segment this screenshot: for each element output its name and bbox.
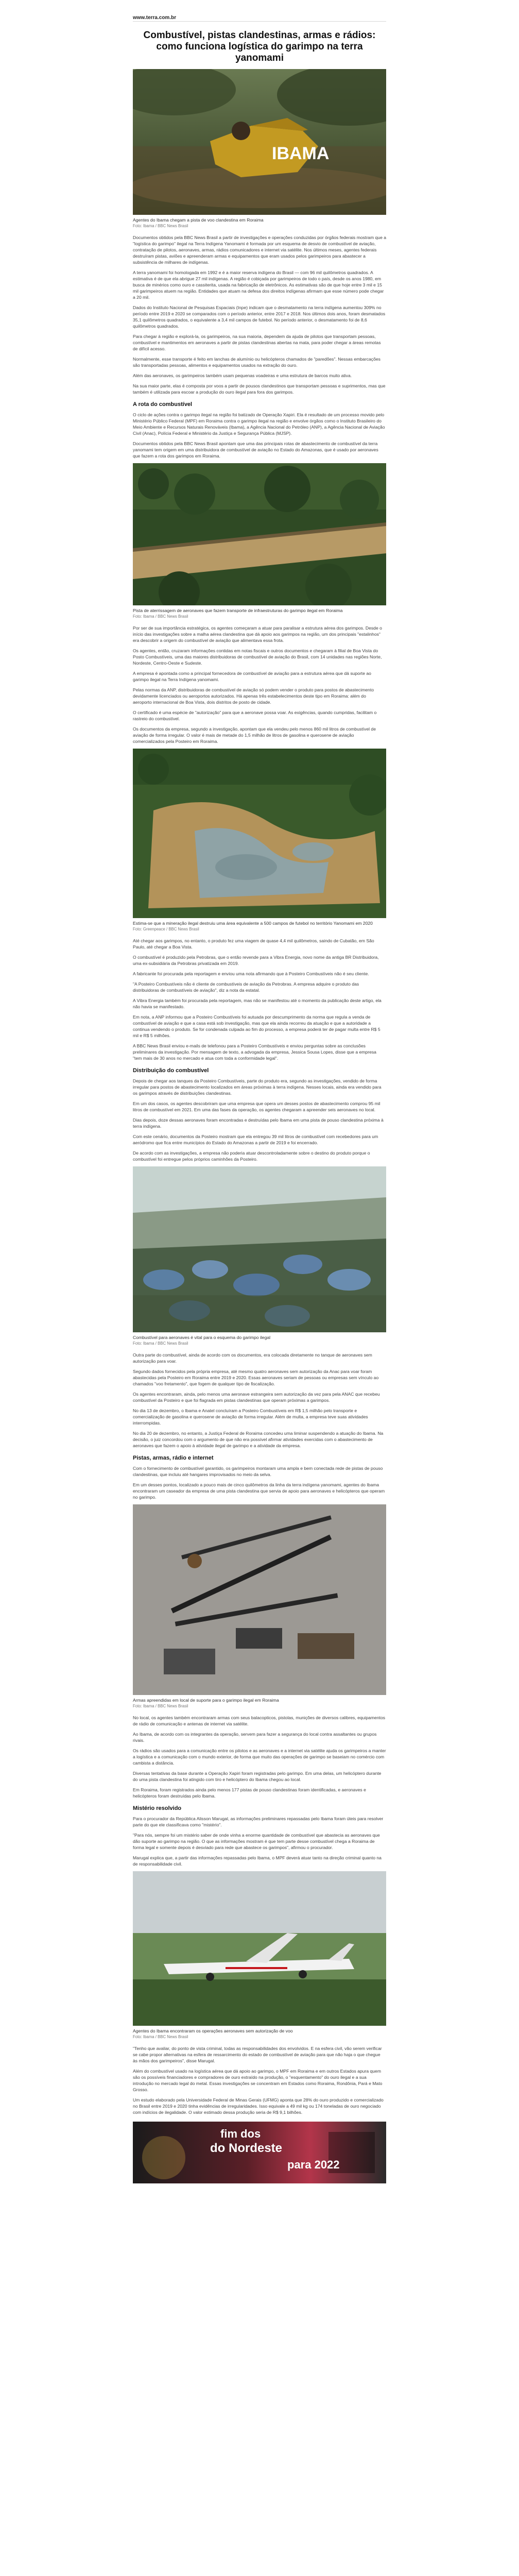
paragraph: Documentos obtidos pela BBC News Brasil a partir de investigações e operações conduzidas por órgãos federais mostram que a "logística do garimpo" ilegal na Terra Indígena Yanomami é formada por um esquema de desvio de combustível de aviação, contratação de pilotos, aeronaves, armas, rádios comunicadores e internet via satélite. Nos últimos meses, agentes federais destruíram pistas, aviões e apreenderam armas e equipamentos que eram usados pelos garimpeiros para abastecer a subsistência de milhares de indígenas. <box>133 235 387 265</box>
ad-banner[interactable] <box>133 2122 386 2183</box>
paragraph: No dia 20 de dezembro, no entanto, a Justiça Federal de Roraima concedeu uma liminar suspendendo a atuação do Ibama. Na decisão, o juiz concordou com o argumento de que não era possível afirmar atividades exercidas com o abastecimento de aeronaves que fazem o apoio à atividade ilegal de garimpo e a atividade da empresa. <box>133 1431 384 1448</box>
paragraph: Diversas tentativas da base durante a Operação Xapiri foram registradas pelo garimpo. Em uma delas, um helicóptero durante do uma pista clandestina foi atingido com tiro e helicóptero do Ibama chegou ao local. <box>133 1771 382 1782</box>
paragraph: De acordo com as investigações, a empresa não poderia atuar descontroladamente sobre o destino do produto porque o combustível foi entregue pelos próprios caminhões da Posteiro. <box>133 1150 370 1162</box>
paragraph: Com o fornecimento de combustível garantido, os garimpeiros montaram uma ampla e bem conectada rede de pistas de pouso clandestinas, que incluiu até hangares improvisados no meio da selva. <box>133 1466 383 1477</box>
paragraph: "A Posteiro Combustíveis não é cliente de combustíveis de aviação da Petrobras. A empresa adquire o produto das distribuidoras de combustíveis de aviação", diz a nota da estatal. <box>133 981 359 993</box>
weapons-photo <box>133 1504 386 1695</box>
paragraph: Até chegar aos garimpos, no entanto, o produto fez uma viagem de quase 4,4 mil quilômetros, saindo de Cubatão, em São Paulo, até chegar a Boa Vista. <box>133 938 374 950</box>
figure6-credit: Foto: Ibama / BBC News Brasil <box>133 2035 188 2039</box>
paragraph: Os rádios são usados para a comunicação entre os pilotos e as aeronaves e a internet via satélite ajuda os garimpeiros a manter a logística e a comunicação com o mundo exterior, de forma que muito das operações de garimpo se baseiam no comércio com cambista a distância. <box>133 1748 386 1766</box>
mid-body-1 <box>133 625 386 744</box>
paragraph: O combustível é produzido pela Petrobras, que o então revende para a Vibra Energia, novo nome da antiga BR Distribuidora, uma ex-subsidiária da Petrobras privatizada em 2019. <box>133 955 379 966</box>
hero-credit: Foto: Ibama / BBC News Brasil <box>133 224 188 228</box>
paragraph: No dia 13 de dezembro, o Ibama e Anatel concluíram a Posteiro Combustíveis em R$ 1,5 milhão pelo transporte e comercialização de gasolina e querosene de aviação de forma irregular. Além de multa, a empresa teve suas atividades interrompidas. <box>133 1408 368 1426</box>
paragraph: A fabricante foi procurada pela reportagem e enviou uma nota afirmando que à Posteiro Combustíveis não é seu cliente. <box>133 971 369 976</box>
masthead <box>133 14 386 22</box>
paragraph: "Tenho que avaliar, do ponto de vista criminal, todas as responsabilidades dos envolvidos. E na esfera civil, vão serem verificar se cabe propor alternativas na esfera de ressarcimento do estado de combustível de aviação para que não haja o que chegue às mãos dos garimpeiros", disse Marugal. <box>133 2046 382 2063</box>
ibama-vest-text: IBAMA <box>272 144 330 163</box>
figure-fuel-drums <box>133 1166 386 1332</box>
paragraph: A BBC News Brasil enviou e-mails de telefonou para a Posteiro Combustíveis e enviou perguntas sobre as conclusões preliminares da investigação. Por mensagem de texto, a advogada da empresa, Jessica Sousa Lopes, disse que a empresa "tem mais de 30 anos no mercado e atua com toda a conformidade legal". <box>133 1043 376 1061</box>
mid-body-3 <box>133 1352 386 1449</box>
paragraph: Para o procurador da República Alisson Marugal, as informações preliminares repassadas pelo Ibama foram úteis para resolver parte do que ele classificava como "mistério". <box>133 1816 384 1827</box>
paragraph: "Para nós, sempre foi um mistério saber de onde vinha a enorme quantidade de combustível que abastecia as aeronaves que dão suporte ao garimpo na região. O que as informações mostram é que tem parte desse combustível chega a Roraima de forma legal e somente depois é desviado para rede que abastece os garimpos", afirmou o procurador. <box>133 1833 380 1850</box>
paragraph: Além das aeronaves, os garimpeiros também usam pequenas voadeiras e uma estrutura de barcos muito ativa. <box>133 373 352 378</box>
paragraph: A empresa é apontada como a principal fornecedora de combustível de aviação para a estrutura aérea que dá suporte ao garimpo ilegal na Terra Indígena yanomami. <box>133 671 371 682</box>
paragraph: Segundo dados fornecidos pela própria empresa, até mesmo quatro aeronaves sem autorização da Anac para voar foram abastecidas pela Posteiro em Roraima entre 2019 e 2020. Essas aeronaves seriam de pessoas ou empresas sem vínculo ao chamados "voo fretamento", que fogem de qualquer tipo de fiscalização. <box>133 1369 379 1386</box>
hero-caption: Agentes do Ibama chegam a pista de voo clandestina em Roraima <box>133 217 264 223</box>
mid-body-2 <box>133 938 386 1061</box>
section-heading-rota: A rota do combustível <box>133 401 193 408</box>
hero-image <box>133 69 386 215</box>
paragraph: A terra yanomami foi homologada em 1992 e é a maior reserva indígena do Brasil — com 96 mil quilômetros quadrados. A estimativa é de que ela abrigue 27 mil indígenas. A região é cobiçada por garimpeiros de todo o país, desde os anos 1980, em busca de minérios como ouro e cassiterita, usada na fabricação de eletrônicos. As estimativas são de que hoje entre 3 mil e 15 mil garimpeiros atuem na região. Entidades que atuam na defesa dos direitos indígenas afirmam que esse número pode chegar a 20 mil. <box>133 270 384 300</box>
paragraph: O certificado é uma espécie de "autorização" para que a aeronave possa voar. As exigências, quando cumpridas, facilitam o rastreio do combustível. <box>133 710 377 721</box>
paragraph: Ao Ibama, de acordo com os integrantes da operação, servem para fazer a segurança do local contra assaltantes ou grupos rivais. <box>133 1732 377 1743</box>
paragraph: Com este cenário, documentos da Posteiro mostram que ela entregou 39 mil litros de combustível com recebedores para um aeródromo que fica entre municípios do Estado do Amazonas a partir de 2019 e foi encerrado. <box>133 1134 378 1145</box>
figure-mining-area <box>133 749 386 918</box>
section-heading-distribuicao: Distribuição do combustível <box>133 1067 209 1074</box>
paragraph: Normalmente, esse transporte é feito em lanchas de alumínio ou helicópteros chamados de "paredões". Nessas embarcações são transportadas pessoas, alimentos e equipamentos usados na extração do ouro. <box>133 357 380 368</box>
figure5-caption: Armas apreendidas em local de suporte para o garimpo ilegal em Roraima <box>133 1698 279 1703</box>
paragraph: Além do combustível usado na logística aérea que dá apoio ao garimpo, o MPF em Roraima e em outros Estados apura quem são os possíveis financiadores e compradores de ouro extraído na produção, o "esquentamento" do ouro ilegal e a sua introdução no mercado legal do metal. Essas investigações se concentram em Estados como Roraima, Rondônia, Pará e Mato Grosso. <box>133 2069 383 2092</box>
aircraft-photo <box>133 1871 386 2026</box>
figure3-credit: Foto: Greenpeace / BBC News Brasil <box>133 927 199 931</box>
paragraph: A Vibra Energia também foi procurada pela reportagem, mas não se manifestou até o momento da publicação deste artigo, ela não havia se manifestado. <box>133 998 382 1009</box>
mining-area-photo <box>133 749 386 918</box>
paragraph: Depois de chegar aos tanques da Posteiro Combustíveis, parte do produto era, segundo as investigações, vendido de forma irregular para postos de abastecimento localizados em áreas próximas à terra indígena. Nesses locais, ainda era vendido para os garimpos através de distribuições clandestinas. <box>133 1078 382 1096</box>
paragraph: Na sua maior parte, elas é composta por voos a partir de pousos clandestinos que transportam pessoas e suprimentos, mas que também é utilizada para escoar a produção do ouro ilegal para fora dos garimpos. <box>133 383 386 395</box>
article <box>133 27 386 2183</box>
paragraph: O ciclo de ações contra o garimpo ilegal na região foi batizado de Operação Xapiri. Ela é resultado de um processo movido pelo Ministério Público Federal (MPF) em Roraima contra o garimpo ilegal na região e envolve órgãos como o Instituto Brasileiro do Meio Ambiente e Recursos Naturais Renováveis (Ibama), a Agência Nacional do Petróleo (ANP), a Agência Nacional de Aviação Civil (Anac), Polícia Federal e Ministério da Justiça e Segurança Pública (MJSP). <box>133 412 385 436</box>
paragraph: Dados do Instituto Nacional de Pesquisas Espaciais (Inpe) indicam que o desmatamento na terra indígena aumentou 309% no período entre 2019 e 2020 se comparados com o período anterior, entre 2017 e 2018. Nos últimos dois anos, foram desmatados 35,1 quilômetros quadrados, o equivalente a 3,4 mil campos de futebol. No período anterior, o desmatamento foi de 8,6 quilômetros quadrados. <box>133 305 386 329</box>
paragraph: Em Roraima, foram registrados ainda pelo menos 177 pistas de pouso clandestinas foram identificadas, e aeronaves e helicópteros foram destruídas pelo Ibama. <box>133 1787 366 1799</box>
article-title: Combustível, pistas clandestinas, armas e rádios: como funciona logística do garimpo na terra yanomami <box>143 30 376 63</box>
paragraph: Um estudo elaborado pela Universidade Federal de Minas Gerais (UFMG) aponta que 28% do ouro produzido e comercializado no Brasil entre 2019 e 2020 tinha evidências de irregularidades. Isso equivale a 49 mil kg ou 174 toneladas de ouro negociado com indícios de ilegalidade. O valor estimado dessa produção seria de R$ 9,1 bilhões. <box>133 2097 384 2115</box>
paragraph: Marugal explica que, a partir das informações repassadas pelo Ibama, o MPF deverá atuar tanto na direção criminal quanto na de responsabilidade civil. <box>133 1855 382 1867</box>
paragraph: Dias depois, doze dessas aeronaves foram encontradas e destruídas pelo Ibama em uma pista de pouso clandestina próxima à terra indígena. <box>133 1117 384 1129</box>
paragraph: Os agentes encontraram, ainda, pelo menos uma aeronave estrangeira sem autorização da vez para pela ANAC que recebeu combustível da Posteiro e que foi flagrada em pistas clandestinas que operam próximas a garimpos. <box>133 1392 380 1403</box>
section-heading-pistas: Pistas, armas, rádio e internet <box>133 1455 214 1461</box>
intro-body <box>133 234 386 395</box>
paragraph: Os documentos da empresa, segundo a investigação, apontam que ela vendeu pelo menos 860 mil litros de combustível de aviação de forma irregular. O valor é mais de metade do 1,5 milhão de litros de gasolina e querosene de aviação comercializados pela Posteiro em Roraima. <box>133 726 376 744</box>
figure6-caption: Agentes do Ibama encontraram os operações aeronaves sem autorização de voo <box>133 2028 293 2033</box>
ad-line1: fim dos <box>220 2127 261 2140</box>
paragraph: Por ser de sua importância estratégica, os agentes começaram a atuar para paralisar a estrutura aérea dos garimpos. Desde o início das investigações sobre a malha aérea clandestina que dá apoio aos garimpos na região, um dos principais "estalinhos" era descobrir a origem do combustível de aviação que alimentava essa frota. <box>133 625 382 643</box>
section-heading-misterio: Mistério resolvido <box>133 1805 182 1811</box>
figure-weapons <box>133 1504 386 1695</box>
end-body <box>133 2045 386 2115</box>
fuel-drums-photo <box>133 1166 386 1332</box>
figure2-credit: Foto: Ibama / BBC News Brasil <box>133 614 188 619</box>
paragraph: Em nota, a ANP informou que a Posteiro Combustíveis foi autuada por descumprimento da norma que regula a venda de combustível de aviação e que a casa está sob investigação, mas que ela ainda recorreu da atuação e que a autoridade a continua vendendo o produto. Se for condenada culpada ao fim do processo, a empresa poderá ter de pagar multa entre R$ 5 mil e R$ 5 milhões. <box>133 1014 380 1038</box>
paragraph: Em um desses pontos, localizado a pouco mais de cinco quilômetros da linha da terra indígena yanomami, agentes do Ibama encontraram um caseador da empresa de uma pista clandestina que servia de apoio para aeronaves e helicópteros que operam no garimpo. <box>133 1482 385 1500</box>
figure3-caption: Estima-se que a mineração ilegal destruiu uma área equivalente a 500 campos de futebol no território Yanomami em 2020 <box>133 921 373 926</box>
hero-photo <box>133 69 386 215</box>
figure4-caption: Combustível para aeronaves é vital para o esquema do garimpo ilegal <box>133 1335 271 1340</box>
mid-body-4 <box>133 1715 386 1799</box>
paragraph: No local, os agentes também encontraram armas com seus balacopticos, pistolas, munições de diversos calibres, equipamentos de rádio de comunicação e antenas de internet via satélite. <box>133 1715 386 1726</box>
paragraph: Pelas normas da ANP, distribuidoras de combustível de aviação só podem vender o produto para postos de abastecimento devidamente licenciados ou aeroportos autorizados. Há apenas três estabelecimentos deste tipo em Roraima: além do aeroporto internacional de Boa Vista, dois distritos de posto de cidade. <box>133 687 374 705</box>
figure4-credit: Foto: Ibama / BBC News Brasil <box>133 1341 188 1346</box>
paragraph: Os agentes, então, cruzaram informações contidas em notas fiscais e outros documentos e chegaram à filial de Boa Vista do Posto Combustíveis, uma das maiores distribuidoras de combustível de aviação do Brasil, com 14 unidades nas regiões Norte, Nordeste, Centro-Oeste e Sudeste. <box>133 648 382 666</box>
ad-line2: do Nordeste <box>210 2141 283 2155</box>
site-logo[interactable]: www.terra.com.br <box>133 15 177 21</box>
paragraph: Em um dos casos, os agentes descobriram que uma empresa que opera um desses postos de abastecimento comprou 95 mil litros de combustível em 2021. Em uma das fases da operação, os agentes chegaram a apreender seis aeronaves no local. <box>133 1101 380 1112</box>
paragraph: Documentos obtidos pela BBC News Brasil apontam que uma das principais rotas de abastecimento de combustível da terra yanomami tem origem em uma distribuidora de combustível de aviação no Estado do Amazonas, que é usado por aeronaves que fazem a rota dos garimpos em Roraima. <box>133 441 378 459</box>
figure2-caption: Pista de aterrissagem de aeronaves que fazem transporte de infraestruturas do garimpo ilegal em Roraima <box>133 608 343 613</box>
figure5-credit: Foto: Ibama / BBC News Brasil <box>133 1704 188 1708</box>
airstrip-photo <box>133 463 386 605</box>
paragraph: Para chegar à região e explorá-la, os garimpeiros, na sua maioria, dependem da ajuda de pilotos que transportam pessoas, combustível e mantimentos em aeronaves a partir de pistas clandestinas abertas na mata, para poder chegar a áreas remotas de difícil acesso. <box>133 334 381 351</box>
ad-line3: para 2022 <box>287 2158 340 2171</box>
figure-aircraft <box>133 1871 386 2026</box>
figure-airstrip <box>133 463 386 605</box>
paragraph: Outra parte do combustível, ainda de acordo com os documentos, era colocada diretamente no tanque de aeronaves sem autorização para voar. <box>133 1352 372 1364</box>
